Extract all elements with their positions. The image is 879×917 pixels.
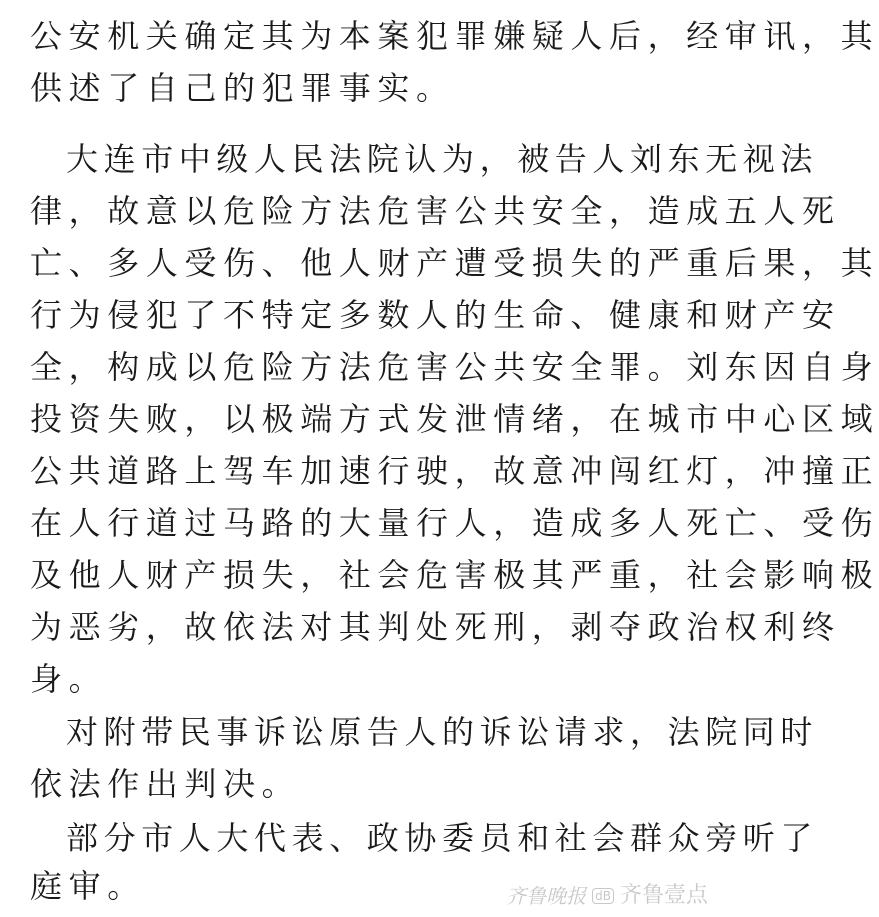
- watermark-brand: 齐鲁壹点: [619, 883, 708, 908]
- article-line: 亡、多人受伤、他人财产遭受损失的严重后果，其: [30, 244, 879, 282]
- article-line: 部分市人大代表、政协委员和社会群众旁听了: [66, 819, 819, 857]
- watermark-badge-icon: dB: [592, 888, 614, 904]
- article-line: 依法作出判决。: [30, 765, 301, 803]
- article-line: 身。: [30, 660, 108, 698]
- article-line: 庭审。: [30, 867, 146, 905]
- article-line: 行为侵犯了不特定多数人的生命、健康和财产安: [30, 296, 841, 334]
- article-line: 及他人财产损失，社会危害极其严重，社会影响极: [30, 556, 879, 594]
- article-line: 为恶劣，故依法对其判处死刑，剥夺政治权利终: [30, 608, 841, 646]
- watermark: [506, 883, 708, 909]
- article-line: 律，故意以危险方法危害公共安全，造成五人死: [30, 192, 841, 230]
- article-line: 全，构成以危险方法危害公共安全罪。刘东因自身: [30, 348, 879, 386]
- article-line: 对附带民事诉讼原告人的诉讼请求，法院同时: [66, 713, 819, 751]
- watermark-logo: 齐鲁晚报: [506, 884, 587, 908]
- article-line: 大连市中级人民法院认为，被告人刘东无视法: [66, 140, 819, 178]
- article-line: 在人行道过马路的大量行人，造成多人死亡、受伤: [30, 504, 879, 542]
- article-line: 公共道路上驾车加速行驶，故意冲闯红灯，冲撞正: [30, 452, 879, 490]
- article-line: 公安机关确定其为本案犯罪嫌疑人后，经审讯，其: [30, 17, 879, 55]
- article-line: 投资失败，以极端方式发泄情绪，在城市中心区域: [30, 400, 879, 438]
- article-line: 供述了自己的犯罪事实。: [30, 69, 455, 107]
